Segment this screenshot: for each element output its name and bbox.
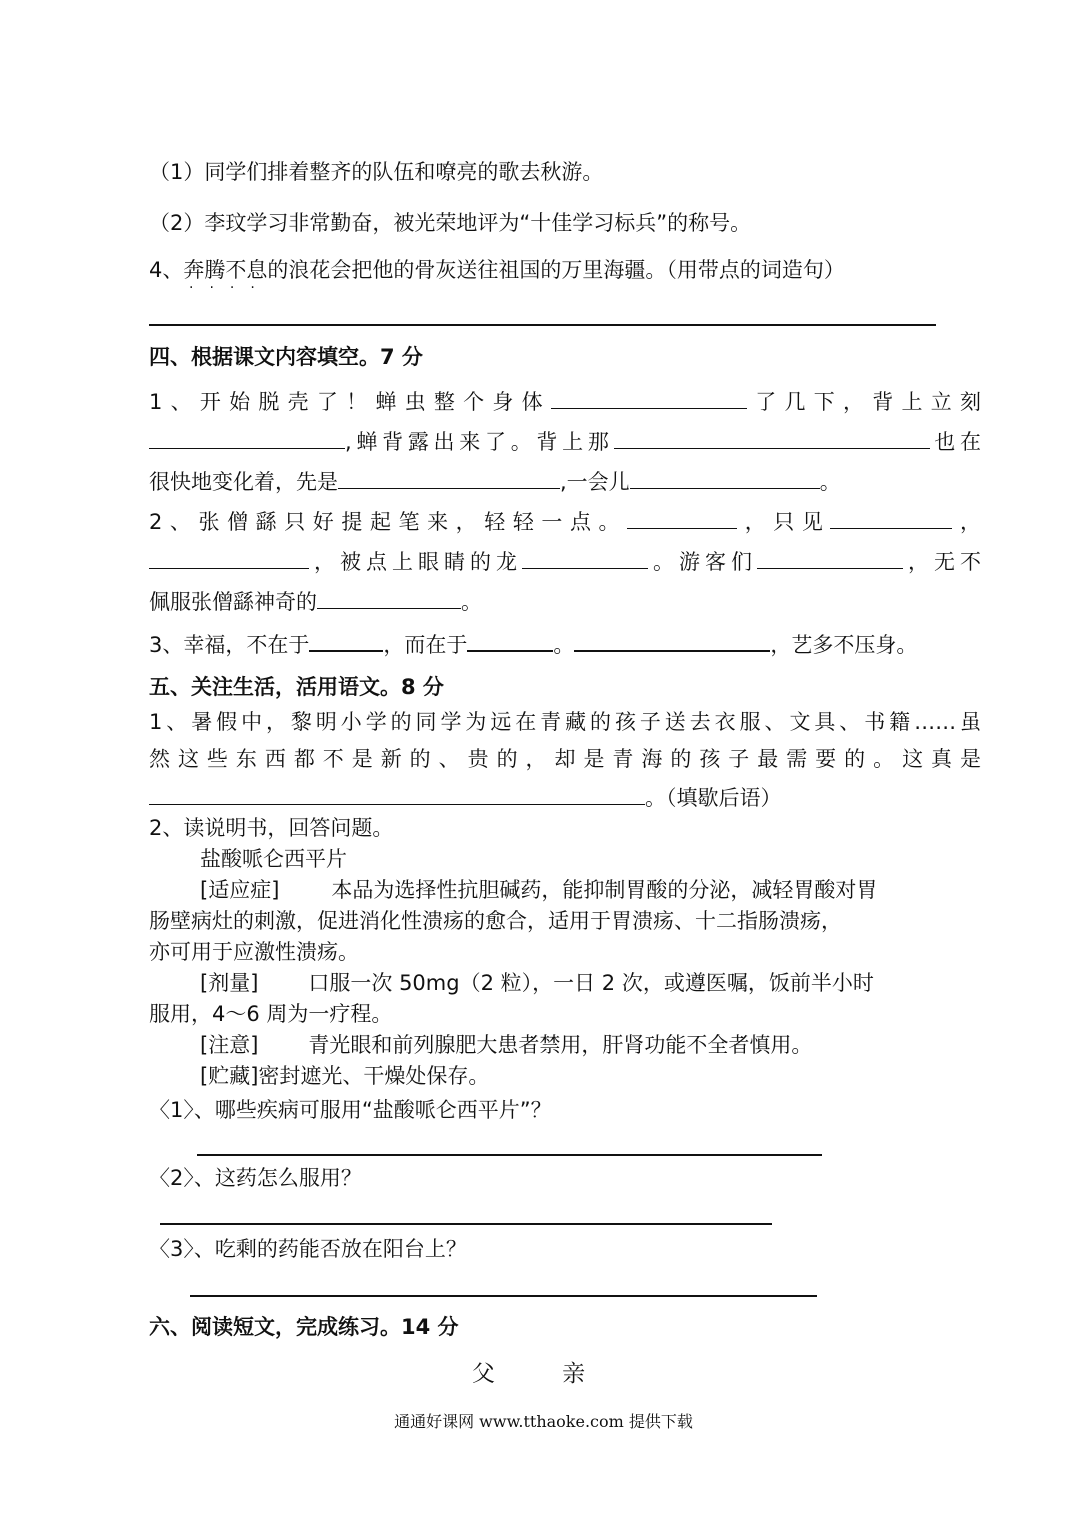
fill-item2-line3: 佩服张僧繇神奇的 。 bbox=[149, 586, 482, 616]
life-item1-line2: 然这些东西都不是新的、贵的，却是青海的孩子最需要的。这真是 bbox=[149, 747, 981, 771]
section6-heading: 六、阅读短文，完成练习。14 分 bbox=[149, 1315, 459, 1339]
emphasis-dots: ···· bbox=[189, 280, 271, 296]
indication-line2: 肠壁病灶的刺激，促进消化性溃疡的愈合，适用于胃溃疡、十二指肠溃疡， bbox=[149, 909, 842, 933]
blank bbox=[522, 546, 648, 569]
blank bbox=[467, 628, 553, 652]
blank bbox=[149, 426, 345, 449]
answer-line-sq1 bbox=[197, 1154, 822, 1156]
blank bbox=[317, 586, 461, 609]
blank bbox=[149, 782, 645, 805]
life-item1-line3: 。（填歇后语） bbox=[149, 782, 782, 812]
reading-title: 父 亲 bbox=[471, 1361, 616, 1387]
subquestion-3: 〈3〉、吃剩的药能否放在阳台上？ bbox=[149, 1237, 467, 1261]
life-item2: 2、读说明书，回答问题。 bbox=[149, 816, 394, 840]
dosage-line1: [剂量] 口服一次 50mg（2 粒），一日 2 次，或遵医嘱，饭前半小时 bbox=[200, 971, 874, 995]
answer-line-sq2 bbox=[160, 1223, 772, 1225]
sentence-making-4: 4、奔腾不息的浪花会把他的骨灰送往祖国的万里海疆。（用带点的词造句） bbox=[149, 258, 845, 282]
blank bbox=[830, 506, 952, 529]
fill-item1-line2: ,蝉背露出来了。背上那 也在 bbox=[149, 426, 981, 456]
blank bbox=[149, 546, 309, 569]
blank bbox=[309, 628, 383, 652]
storage-line: [贮藏]密封遮光、干燥处保存。 bbox=[200, 1064, 490, 1088]
section4-heading: 四、根据课文内容填空。7 分 bbox=[149, 345, 423, 369]
blank bbox=[757, 546, 903, 569]
blank bbox=[627, 506, 737, 529]
sentence-correction-1: （1）同学们排着整齐的队伍和嘹亮的歌去秋游。 bbox=[149, 160, 604, 184]
fill-item1-line3: 很快地变化着，先是 ,一会儿 。 bbox=[149, 466, 841, 496]
blank bbox=[551, 386, 747, 409]
dosage-line2: 服用，4～6 周为一疗程。 bbox=[149, 1002, 393, 1026]
life-item1-line1: 1、暑假中，黎明小学的同学为远在青藏的孩子送去衣服、文具、书籍……虽 bbox=[149, 710, 981, 734]
answer-line-q4 bbox=[149, 324, 936, 326]
fill-item2-line2: ，被点上眼睛的龙 。游客们 ，无不 bbox=[149, 546, 981, 576]
answer-line-sq3 bbox=[190, 1295, 817, 1297]
caution-line: [注意] 青光眼和前列腺肥大患者禁用，肝肾功能不全者慎用。 bbox=[200, 1033, 813, 1057]
section5-heading: 五、关注生活，活用语文。8 分 bbox=[149, 675, 444, 699]
blank bbox=[630, 466, 820, 489]
indication-line1: [适应症] 本品为选择性抗胆碱药，能抑制胃酸的分泌，减轻胃酸对胃 bbox=[200, 878, 878, 902]
fill-item1-line1: 1、开始脱壳了！蝉虫整个身体 了几下，背上立刻 bbox=[149, 386, 981, 416]
fill-item3: 3、幸福，不在于 ，而在于 。 ，艺多不压身。 bbox=[149, 628, 917, 659]
indication-line3: 亦可用于应激性溃疡。 bbox=[149, 940, 359, 964]
subquestion-2: 〈2〉、这药怎么服用？ bbox=[149, 1166, 362, 1190]
blank bbox=[614, 426, 930, 449]
blank bbox=[574, 628, 770, 652]
sentence-correction-2: （2）李玟学习非常勤奋，被光荣地评为“十佳学习标兵”的称号。 bbox=[149, 211, 752, 235]
page-footer: 通通好课网 www.tthaoke.com 提供下载 bbox=[394, 1412, 693, 1431]
fill-item2-line1: 2、张僧繇只好提起笔来，轻轻一点。 ，只见 ， bbox=[149, 506, 981, 536]
subquestion-1: 〈1〉、哪些疾病可服用“盐酸哌仑西平片”？ bbox=[149, 1098, 552, 1122]
drug-name: 盐酸哌仑西平片 bbox=[200, 847, 347, 871]
blank bbox=[338, 466, 560, 489]
